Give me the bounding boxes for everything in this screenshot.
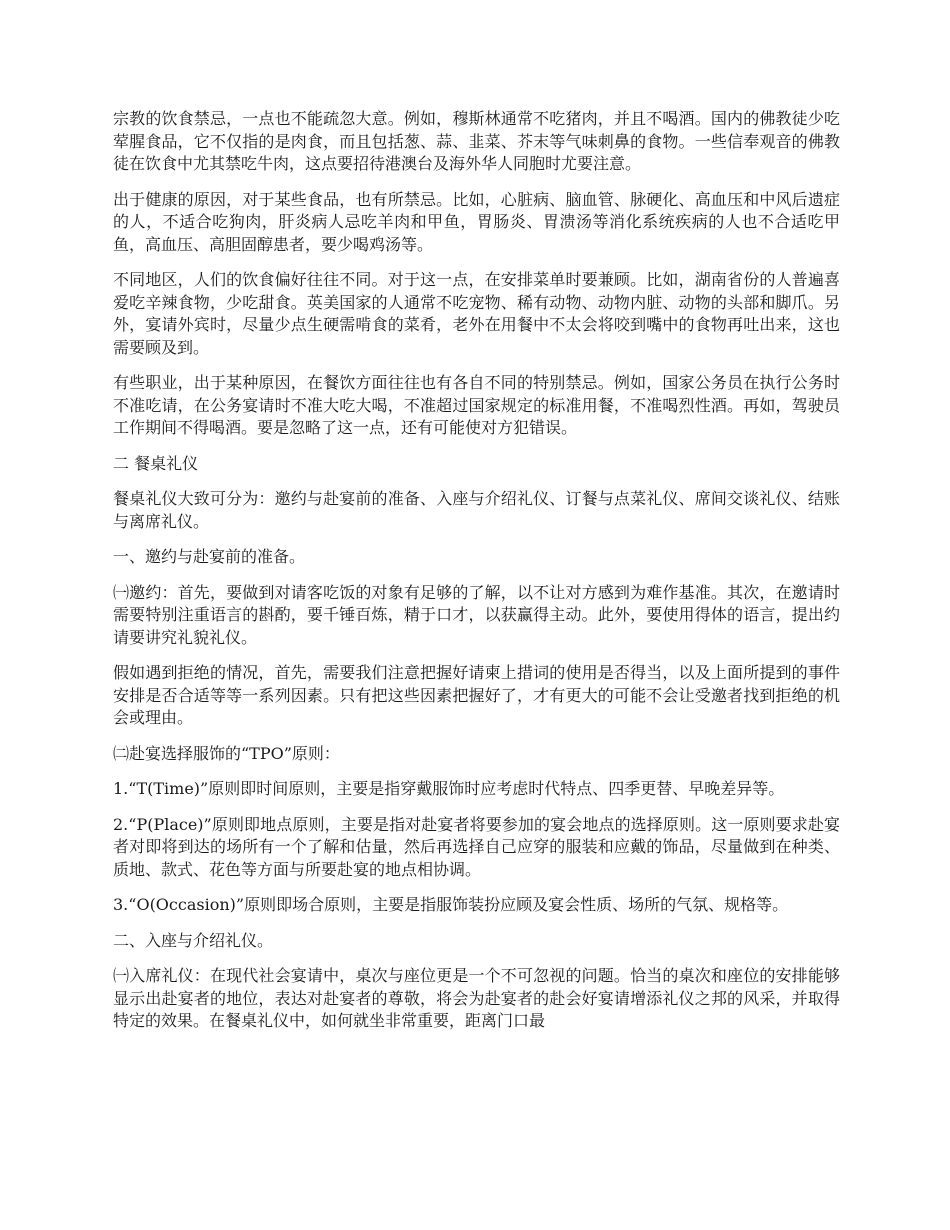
section-heading-table-etiquette: 二 餐桌礼仪: [113, 453, 199, 473]
list-item-place-principle: 2.“P(Place)”原则即地点原则，主要是指对赴宴者将要参加的宴会地点的选择原则。这一原则要求赴宴者对即将到达的场所有一个了解和估量，然后再选择自己应穿的服装和应戴的饰品，尽量做到在种类、质地、款式、花色等方面与所要赴宴的地点相协调。: [113, 814, 840, 879]
subheading-tpo-principle: ㈡赴宴选择服饰的“TPO”原则：: [113, 743, 340, 763]
paragraph-occupational-taboos: 有些职业，出于某种原因，在餐饮方面往往也有各自不同的特别禁忌。例如，国家公务员在执行公务时不准吃请，在公务宴请时不准大吃大喝，不准超过国家规定的标准用餐，不准喝烈性酒。再如，驾驶员工作期间不得喝酒。要是忽略了这一点，还有可能使对方犯错误。: [113, 373, 840, 437]
subheading-invitation-preparation: 一、邀约与赴宴前的准备。: [113, 547, 306, 566]
paragraph-seating-etiquette: ㈠入席礼仪：在现代社会宴请中，桌次与座位更是一个不可忽视的问题。恰当的桌次和座位的安排能够显示出赴宴者的地位，表达对赴宴者的尊敬，将会为赴宴者的赴会好宴请增添礼仪之邦的风采，并取得特定的效果。在餐桌礼仪中，如何就坐非常重要，距离门口最: [113, 966, 840, 1030]
document-page: [113, 108, 840, 1046]
list-item-occasion-principle: 3.“O(Occasion)”原则即场合原则，主要是指服饰装扮应顾及宴会性质、场所的气氛、规格等。: [113, 895, 789, 914]
paragraph-religious-taboos: 宗教的饮食禁忌，一点也不能疏忽大意。例如，穆斯林通常不吃猪肉，并且不喝酒。国内的佛教徒少吃荤腥食品，它不仅指的是肉食，而且包括葱、蒜、韭菜、芥末等气味刺鼻的食物。一些信奉观音的佛教徒在饮食中尤其禁吃牛肉，这点要招待港澳台及海外华人同胞时尤要注意。: [113, 109, 840, 173]
paragraph-invitation: ㈠邀约：首先，要做到对请客吃饭的对象有足够的了解，以不让对方感到为难作基准。其次，在邀请时需要特别注重语言的斟酌，要千锤百炼，精于口才，以获赢得主动。此外，要使用得体的语言，提出约请要讲究礼貌礼仪。: [113, 582, 840, 647]
paragraph-regional-preferences: 不同地区，人们的饮食偏好往往不同。对于这一点，在安排菜单时要兼顾。比如，湖南省份的人普遍喜爱吃辛辣食物，少吃甜食。英美国家的人通常不吃宠物、稀有动物、动物内脏、动物的头部和脚爪。另外，宴请外宾时，尽量少点生硬需啃食的菜肴，老外在用餐中不太会将咬到嘴中的食物再吐出来，这也需要顾及到。: [113, 270, 840, 357]
paragraph-health-taboos: 出于健康的原因，对于某些食品，也有所禁忌。比如，心脏病、脑血管、脉硬化、高血压和中风后遗症的人，不适合吃狗肉，肝炎病人忌吃羊肉和甲鱼，胃肠炎、胃溃汤等消化系统疾病的人也不合适吃甲鱼，高血压、高胆固醇患者，要少喝鸡汤等。: [113, 189, 840, 254]
paragraph-refusal-handling: 假如遇到拒绝的情况，首先，需要我们注意把握好请柬上措词的使用是否得当，以及上面所提到的事件安排是否合适等等一系列因素。只有把这些因素把握好了，才有更大的可能不会让受邀者找到拒绝的机会或理由。: [113, 663, 840, 727]
paragraph-etiquette-overview: 餐桌礼仪大致可分为：邀约与赴宴前的准备、入座与介绍礼仪、订餐与点菜礼仪、席间交谈礼仪、结账与离席礼仪。: [113, 489, 840, 531]
list-item-time-principle: 1.“T(Time)”原则即时间原则，主要是指穿戴服饰时应考虑时代特点、四季更替、早晚差异等。: [113, 779, 785, 798]
subheading-seating-introduction: 二、入座与介绍礼仪。: [113, 930, 274, 950]
